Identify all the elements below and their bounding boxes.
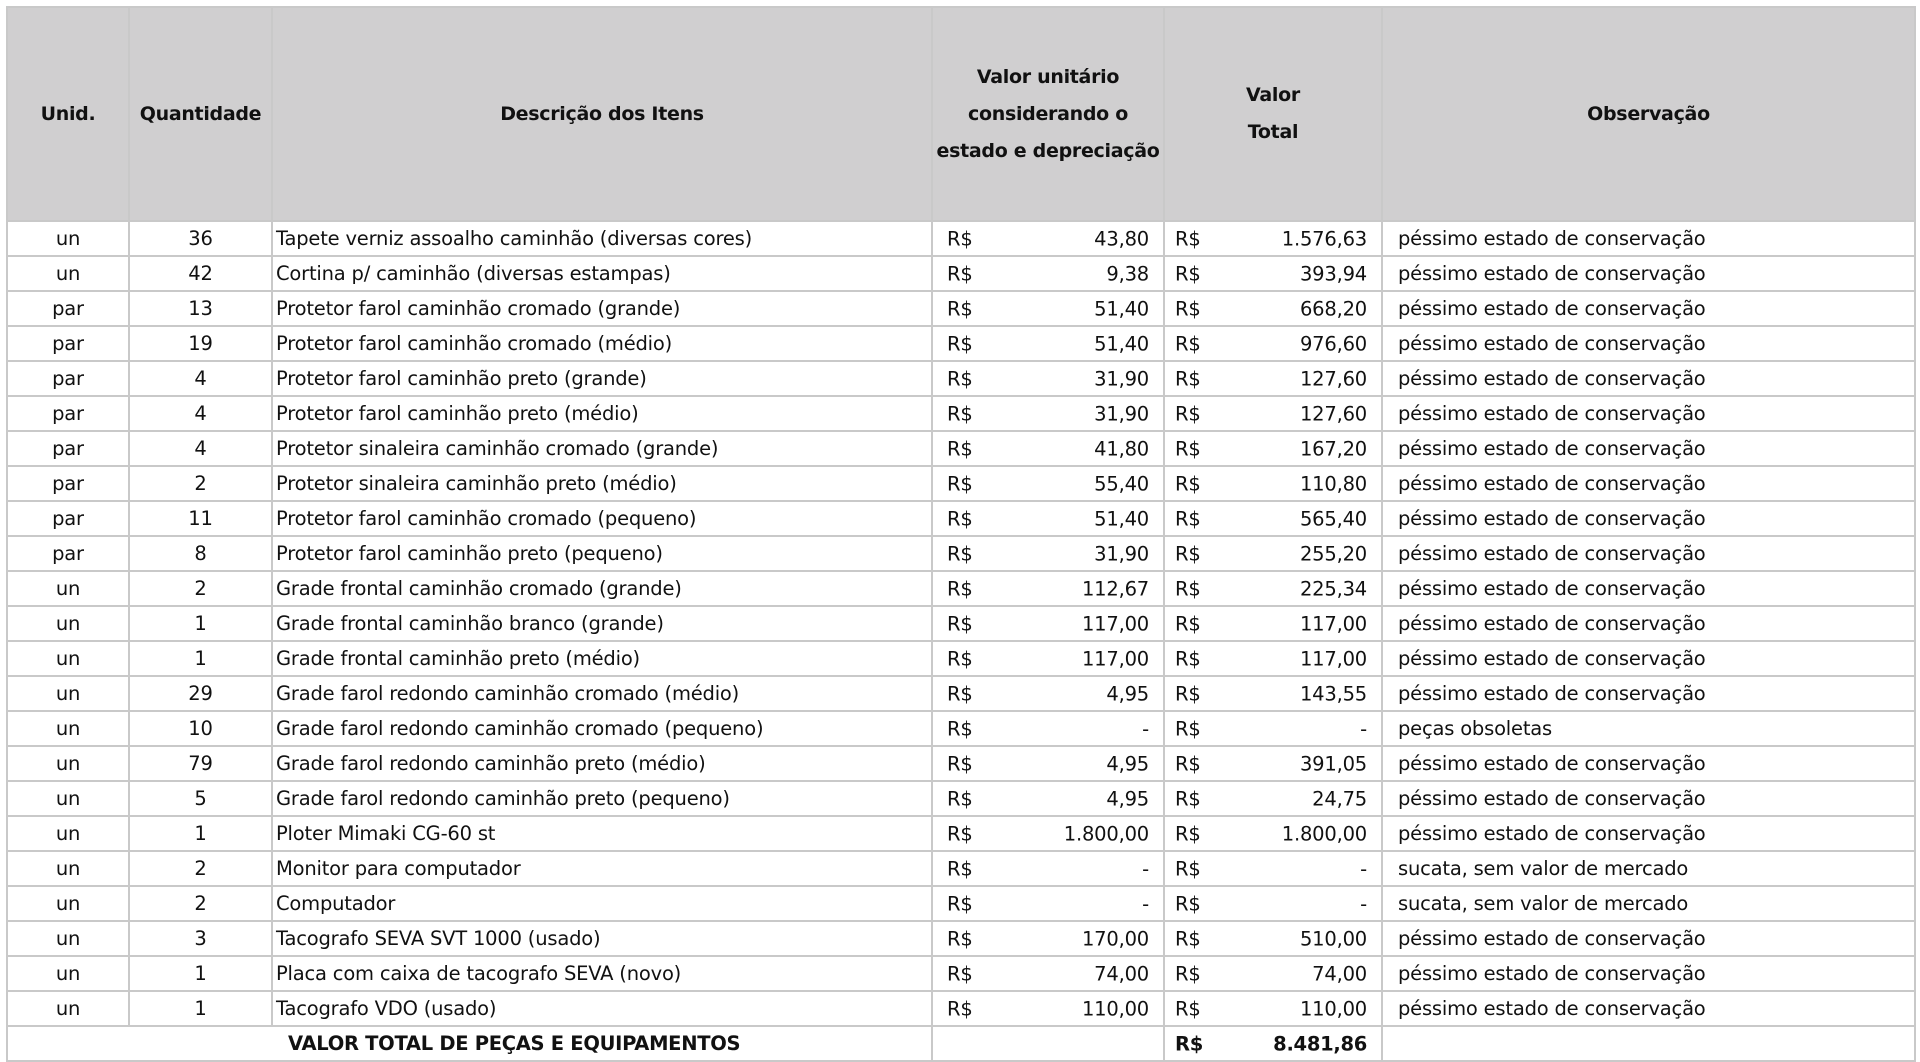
currency-symbol: R$ [1175,962,1201,985]
observacao-cell[interactable]: péssimo estado de conservação [1382,256,1915,291]
unid-cell[interactable]: par [7,361,129,396]
valor-total-cell[interactable] [1164,466,1382,501]
grand-total-currency: R$ [1175,1032,1203,1055]
descricao-cell[interactable]: Grade frontal caminhão preto (médio) [272,641,932,676]
valor-total-amount: 668,20 [1299,297,1367,320]
observacao-cell[interactable]: péssimo estado de conservação [1382,816,1915,851]
valor-total-amount: 127,60 [1299,367,1367,390]
valor-unitario-cell[interactable] [932,256,1164,291]
valor-total-cell[interactable] [1164,536,1382,571]
valor-total-amount: - [1360,717,1367,740]
valor-total-amount: 255,20 [1299,542,1367,565]
descricao-cell[interactable]: Ploter Mimaki CG-60 st [272,816,932,851]
currency-symbol: R$ [1175,472,1201,495]
unid-cell[interactable]: un [7,816,129,851]
table-row [7,991,1915,1026]
descricao-cell[interactable]: Placa com caixa de tacografo SEVA (novo) [272,956,932,991]
valor-unitario-cell[interactable] [932,921,1164,956]
table-row [7,221,1915,256]
unid-cell[interactable]: un [7,676,129,711]
quantidade-cell[interactable]: 1 [129,641,272,676]
table-row [7,536,1915,571]
currency-symbol: R$ [1175,332,1201,355]
valor-total-amount: 167,20 [1299,437,1367,460]
valor-total-cell[interactable] [1164,991,1382,1026]
items-table [6,6,1916,1062]
valor-unitario-amount: 9,38 [1106,262,1149,285]
valor-unitario-amount: 170,00 [1081,927,1149,950]
descricao-cell[interactable]: Grade farol redondo caminhão preto (médio) [272,746,932,781]
valor-unitario-amount: 74,00 [1094,962,1149,985]
table-row [7,361,1915,396]
quantidade-cell[interactable]: 2 [129,466,272,501]
quantidade-cell[interactable]: 8 [129,536,272,571]
spreadsheet-table-area [6,6,1914,1062]
currency-symbol: R$ [947,227,973,250]
valor-total-cell[interactable] [1164,256,1382,291]
valor-total-amount: 976,60 [1299,332,1367,355]
quantidade-cell[interactable]: 29 [129,676,272,711]
currency-symbol: R$ [1175,997,1201,1020]
descricao-cell[interactable]: Tacografo VDO (usado) [272,991,932,1026]
unid-cell[interactable]: un [7,886,129,921]
valor-total-amount: 391,05 [1299,752,1367,775]
currency-symbol: R$ [947,472,973,495]
unid-cell[interactable]: un [7,571,129,606]
unid-cell[interactable]: un [7,606,129,641]
table-row [7,711,1915,746]
footer-empty-cell[interactable] [932,1026,1164,1061]
valor-unitario-amount: 51,40 [1094,297,1149,320]
table-row [7,851,1915,886]
table-row [7,431,1915,466]
valor-total-cell[interactable] [1164,571,1382,606]
currency-symbol: R$ [947,542,973,565]
unid-cell[interactable]: un [7,781,129,816]
unid-cell[interactable]: par [7,326,129,361]
currency-symbol: R$ [947,927,973,950]
valor-total-cell[interactable] [1164,431,1382,466]
quantidade-cell[interactable]: 5 [129,781,272,816]
valor-unitario-amount: 31,90 [1094,367,1149,390]
valor-total-cell[interactable] [1164,326,1382,361]
quantidade-cell[interactable]: 36 [129,221,272,256]
valor-total-amount: - [1360,892,1367,915]
descricao-cell[interactable]: Protetor sinaleira caminhão cromado (grande) [272,431,932,466]
table-row [7,746,1915,781]
quantidade-cell[interactable]: 79 [129,746,272,781]
valor-total-cell[interactable] [1164,361,1382,396]
header-valor-unitario [932,7,1164,221]
header-descricao: Descrição dos Itens [272,7,932,221]
valor-total-cell[interactable] [1164,711,1382,746]
valor-unitario-amount: 110,00 [1081,997,1149,1020]
currency-symbol: R$ [947,577,973,600]
valor-unitario-amount: - [1142,857,1149,880]
descricao-cell[interactable]: Computador [272,886,932,921]
table-row [7,606,1915,641]
observacao-cell[interactable]: sucata, sem valor de mercado [1382,851,1915,886]
valor-total-amount: 74,00 [1312,962,1367,985]
valor-total-cell[interactable] [1164,956,1382,991]
valor-unitario-amount: 43,80 [1094,227,1149,250]
quantidade-cell[interactable]: 1 [129,816,272,851]
total-label-cell[interactable] [7,1026,932,1061]
unid-cell[interactable]: un [7,256,129,291]
valor-unitario-amount: 31,90 [1094,542,1149,565]
footer-obs-cell[interactable] [1382,1026,1915,1061]
unid-cell[interactable]: un [7,851,129,886]
quantidade-cell[interactable]: 1 [129,956,272,991]
descricao-cell[interactable]: Protetor farol caminhão cromado (médio) [272,326,932,361]
valor-total-amount: 24,75 [1312,787,1367,810]
currency-symbol: R$ [1175,262,1201,285]
valor-total-cell[interactable] [1164,781,1382,816]
header-valor-total [1164,7,1382,221]
quantidade-cell[interactable]: 10 [129,711,272,746]
valor-unitario-cell[interactable] [932,606,1164,641]
observacao-cell[interactable]: péssimo estado de conservação [1382,746,1915,781]
currency-symbol: R$ [947,297,973,320]
currency-symbol: R$ [947,367,973,390]
valor-total-amount: 510,00 [1299,927,1367,950]
valor-total-amount: 117,00 [1299,612,1367,635]
valor-unitario-cell[interactable] [932,781,1164,816]
unid-cell[interactable]: un [7,921,129,956]
currency-symbol: R$ [947,787,973,810]
observacao-cell[interactable]: péssimo estado de conservação [1382,326,1915,361]
valor-total-cell[interactable] [1164,886,1382,921]
table-row [7,501,1915,536]
table-row [7,396,1915,431]
currency-symbol: R$ [1175,612,1201,635]
valor-total-cell[interactable] [1164,746,1382,781]
valor-unitario-cell[interactable] [932,326,1164,361]
currency-symbol: R$ [1175,752,1201,775]
quantidade-cell[interactable]: 4 [129,361,272,396]
quantidade-cell[interactable]: 2 [129,851,272,886]
valor-total-amount: 110,00 [1299,997,1367,1020]
header-unid: Unid. [7,7,129,221]
currency-symbol: R$ [947,717,973,740]
observacao-cell[interactable]: péssimo estado de conservação [1382,921,1915,956]
total-label: VALOR TOTAL DE PEÇAS E EQUIPAMENTOS [288,1032,741,1055]
table-row [7,886,1915,921]
valor-unitario-amount: 51,40 [1094,507,1149,530]
header-valor-unitario-line: considerando o [968,102,1128,125]
valor-unitario-cell[interactable] [932,291,1164,326]
valor-unitario-cell[interactable] [932,431,1164,466]
observacao-cell[interactable]: péssimo estado de conservação [1382,641,1915,676]
currency-symbol: R$ [1175,717,1201,740]
descricao-cell[interactable]: Protetor farol caminhão cromado (pequeno) [272,501,932,536]
currency-symbol: R$ [947,892,973,915]
valor-unitario-amount: - [1142,717,1149,740]
table-row [7,256,1915,291]
currency-symbol: R$ [947,332,973,355]
currency-symbol: R$ [947,262,973,285]
observacao-cell[interactable]: péssimo estado de conservação [1382,466,1915,501]
descricao-cell[interactable]: Grade frontal caminhão branco (grande) [272,606,932,641]
valor-unitario-cell[interactable] [932,571,1164,606]
currency-symbol: R$ [1175,402,1201,425]
observacao-cell[interactable]: péssimo estado de conservação [1382,431,1915,466]
valor-unitario-amount: - [1142,892,1149,915]
currency-symbol: R$ [1175,577,1201,600]
currency-symbol: R$ [1175,437,1201,460]
header-valor-unitario-line: Valor unitário [976,65,1120,88]
descricao-cell[interactable]: Protetor farol caminhão preto (pequeno) [272,536,932,571]
currency-symbol: R$ [947,647,973,670]
header-row [7,7,1915,221]
valor-unitario-cell[interactable] [932,466,1164,501]
currency-symbol: R$ [947,507,973,530]
currency-symbol: R$ [1175,927,1201,950]
currency-symbol: R$ [1175,297,1201,320]
grand-total-cell[interactable] [1164,1026,1382,1061]
quantidade-cell[interactable]: 1 [129,606,272,641]
valor-total-amount: 117,00 [1299,647,1367,670]
table-row [7,781,1915,816]
unid-cell[interactable]: par [7,536,129,571]
valor-total-amount: 565,40 [1299,507,1367,530]
quantidade-cell[interactable]: 3 [129,921,272,956]
observacao-cell[interactable]: péssimo estado de conservação [1382,396,1915,431]
observacao-cell[interactable]: péssimo estado de conservação [1382,361,1915,396]
grand-total-amount: 8.481,86 [1273,1032,1367,1055]
quantidade-cell[interactable]: 2 [129,571,272,606]
descricao-cell[interactable]: Grade frontal caminhão cromado (grande) [272,571,932,606]
valor-unitario-amount: 55,40 [1094,472,1149,495]
currency-symbol: R$ [947,962,973,985]
currency-symbol: R$ [1175,892,1201,915]
quantidade-cell[interactable]: 42 [129,256,272,291]
valor-unitario-amount: 51,40 [1094,332,1149,355]
valor-total-cell[interactable] [1164,816,1382,851]
valor-total-amount: 127,60 [1299,402,1367,425]
descricao-cell[interactable]: Protetor farol caminhão preto (grande) [272,361,932,396]
table-row [7,641,1915,676]
table-row [7,291,1915,326]
valor-total-amount: 143,55 [1299,682,1367,705]
quantidade-cell[interactable]: 13 [129,291,272,326]
header-valor-total-line: Valor [1246,84,1300,106]
valor-unitario-cell[interactable] [932,641,1164,676]
valor-unitario-amount: 41,80 [1094,437,1149,460]
valor-unitario-cell[interactable] [932,501,1164,536]
quantidade-cell[interactable]: 4 [129,431,272,466]
descricao-cell[interactable]: Tapete verniz assoalho caminhão (diversas cores) [272,221,932,256]
currency-symbol: R$ [1175,507,1201,530]
valor-unitario-amount: 4,95 [1106,787,1149,810]
currency-symbol: R$ [947,437,973,460]
observacao-cell[interactable]: péssimo estado de conservação [1382,676,1915,711]
valor-total-cell[interactable] [1164,501,1382,536]
valor-total-amount: - [1360,857,1367,880]
observacao-cell[interactable]: peças obsoletas [1382,711,1915,746]
quantidade-cell[interactable]: 1 [129,991,272,1026]
currency-symbol: R$ [1175,227,1201,250]
valor-unitario-cell[interactable] [932,816,1164,851]
valor-total-amount: 393,94 [1299,262,1367,285]
descricao-cell[interactable]: Protetor sinaleira caminhão preto (médio) [272,466,932,501]
valor-unitario-amount: 117,00 [1081,647,1149,670]
descricao-cell[interactable]: Protetor farol caminhão preto (médio) [272,396,932,431]
descricao-cell[interactable]: Tacografo SEVA SVT 1000 (usado) [272,921,932,956]
valor-unitario-cell[interactable] [932,711,1164,746]
valor-total-cell[interactable] [1164,921,1382,956]
unid-cell[interactable]: un [7,956,129,991]
table-row [7,466,1915,501]
valor-unitario-cell[interactable] [932,361,1164,396]
valor-total-cell[interactable] [1164,606,1382,641]
unid-cell[interactable]: par [7,501,129,536]
unid-cell[interactable]: un [7,746,129,781]
currency-symbol: R$ [1175,787,1201,810]
valor-unitario-cell[interactable] [932,746,1164,781]
valor-total-cell[interactable] [1164,291,1382,326]
valor-total-cell[interactable] [1164,221,1382,256]
observacao-cell[interactable]: péssimo estado de conservação [1382,606,1915,641]
valor-unitario-amount: 117,00 [1081,612,1149,635]
observacao-cell[interactable]: péssimo estado de conservação [1382,991,1915,1026]
quantidade-cell[interactable]: 19 [129,326,272,361]
currency-symbol: R$ [1175,822,1201,845]
valor-unitario-amount: 4,95 [1106,752,1149,775]
currency-symbol: R$ [947,752,973,775]
header-valor-unitario-line: estado e depreciação [936,139,1160,162]
unid-cell[interactable]: par [7,431,129,466]
descricao-cell[interactable]: Grade farol redondo caminhão cromado (médio) [272,676,932,711]
table-row [7,816,1915,851]
table-row [7,921,1915,956]
valor-unitario-cell[interactable] [932,991,1164,1026]
currency-symbol: R$ [947,682,973,705]
table-row [7,676,1915,711]
valor-unitario-cell[interactable] [932,851,1164,886]
quantidade-cell[interactable]: 2 [129,886,272,921]
observacao-cell[interactable]: péssimo estado de conservação [1382,501,1915,536]
currency-symbol: R$ [1175,542,1201,565]
descricao-cell[interactable]: Protetor farol caminhão cromado (grande) [272,291,932,326]
valor-unitario-amount: 112,67 [1081,577,1149,600]
unid-cell[interactable]: par [7,396,129,431]
unid-cell[interactable]: par [7,466,129,501]
valor-total-amount: 1.800,00 [1281,822,1367,845]
table-row [7,326,1915,361]
table-row [7,956,1915,991]
unid-cell[interactable]: un [7,711,129,746]
valor-unitario-amount: 4,95 [1106,682,1149,705]
valor-unitario-amount: 31,90 [1094,402,1149,425]
valor-unitario-cell[interactable] [932,221,1164,256]
valor-total-cell[interactable] [1164,396,1382,431]
currency-symbol: R$ [947,857,973,880]
observacao-cell[interactable]: péssimo estado de conservação [1382,781,1915,816]
observacao-cell[interactable]: péssimo estado de conservação [1382,291,1915,326]
unid-cell[interactable]: un [7,641,129,676]
descricao-cell[interactable]: Grade farol redondo caminhão cromado (pequeno) [272,711,932,746]
unid-cell[interactable]: par [7,291,129,326]
currency-symbol: R$ [1175,647,1201,670]
observacao-cell[interactable]: péssimo estado de conservação [1382,221,1915,256]
header-valor-total-line: Total [1247,121,1299,143]
observacao-cell[interactable]: péssimo estado de conservação [1382,536,1915,571]
quantidade-cell[interactable]: 4 [129,396,272,431]
unid-cell[interactable]: un [7,991,129,1026]
currency-symbol: R$ [947,822,973,845]
valor-total-cell[interactable] [1164,676,1382,711]
valor-unitario-cell[interactable] [932,956,1164,991]
observacao-cell[interactable]: sucata, sem valor de mercado [1382,886,1915,921]
valor-total-amount: 1.576,63 [1281,227,1367,250]
items-table-body [7,221,1915,1026]
table-row [7,571,1915,606]
descricao-cell[interactable]: Cortina p/ caminhão (diversas estampas) [272,256,932,291]
observacao-cell[interactable]: péssimo estado de conservação [1382,956,1915,991]
valor-total-cell[interactable] [1164,641,1382,676]
valor-total-amount: 225,34 [1299,577,1367,600]
currency-symbol: R$ [947,612,973,635]
footer-total-row [7,1026,1915,1061]
descricao-cell[interactable]: Monitor para computador [272,851,932,886]
valor-unitario-amount: 1.800,00 [1063,822,1149,845]
currency-symbol: R$ [1175,682,1201,705]
descricao-cell[interactable]: Grade farol redondo caminhão preto (pequeno) [272,781,932,816]
unid-cell[interactable]: un [7,221,129,256]
currency-symbol: R$ [1175,367,1201,390]
valor-unitario-cell[interactable] [932,676,1164,711]
valor-unitario-cell[interactable] [932,886,1164,921]
currency-symbol: R$ [947,997,973,1020]
currency-symbol: R$ [1175,857,1201,880]
valor-unitario-cell[interactable] [932,536,1164,571]
observacao-cell[interactable]: péssimo estado de conservação [1382,571,1915,606]
valor-unitario-cell[interactable] [932,396,1164,431]
valor-total-cell[interactable] [1164,851,1382,886]
currency-symbol: R$ [947,402,973,425]
header-observacao: Observação [1382,7,1915,221]
valor-total-amount: 110,80 [1299,472,1367,495]
quantidade-cell[interactable]: 11 [129,501,272,536]
header-quantidade: Quantidade [129,7,272,221]
